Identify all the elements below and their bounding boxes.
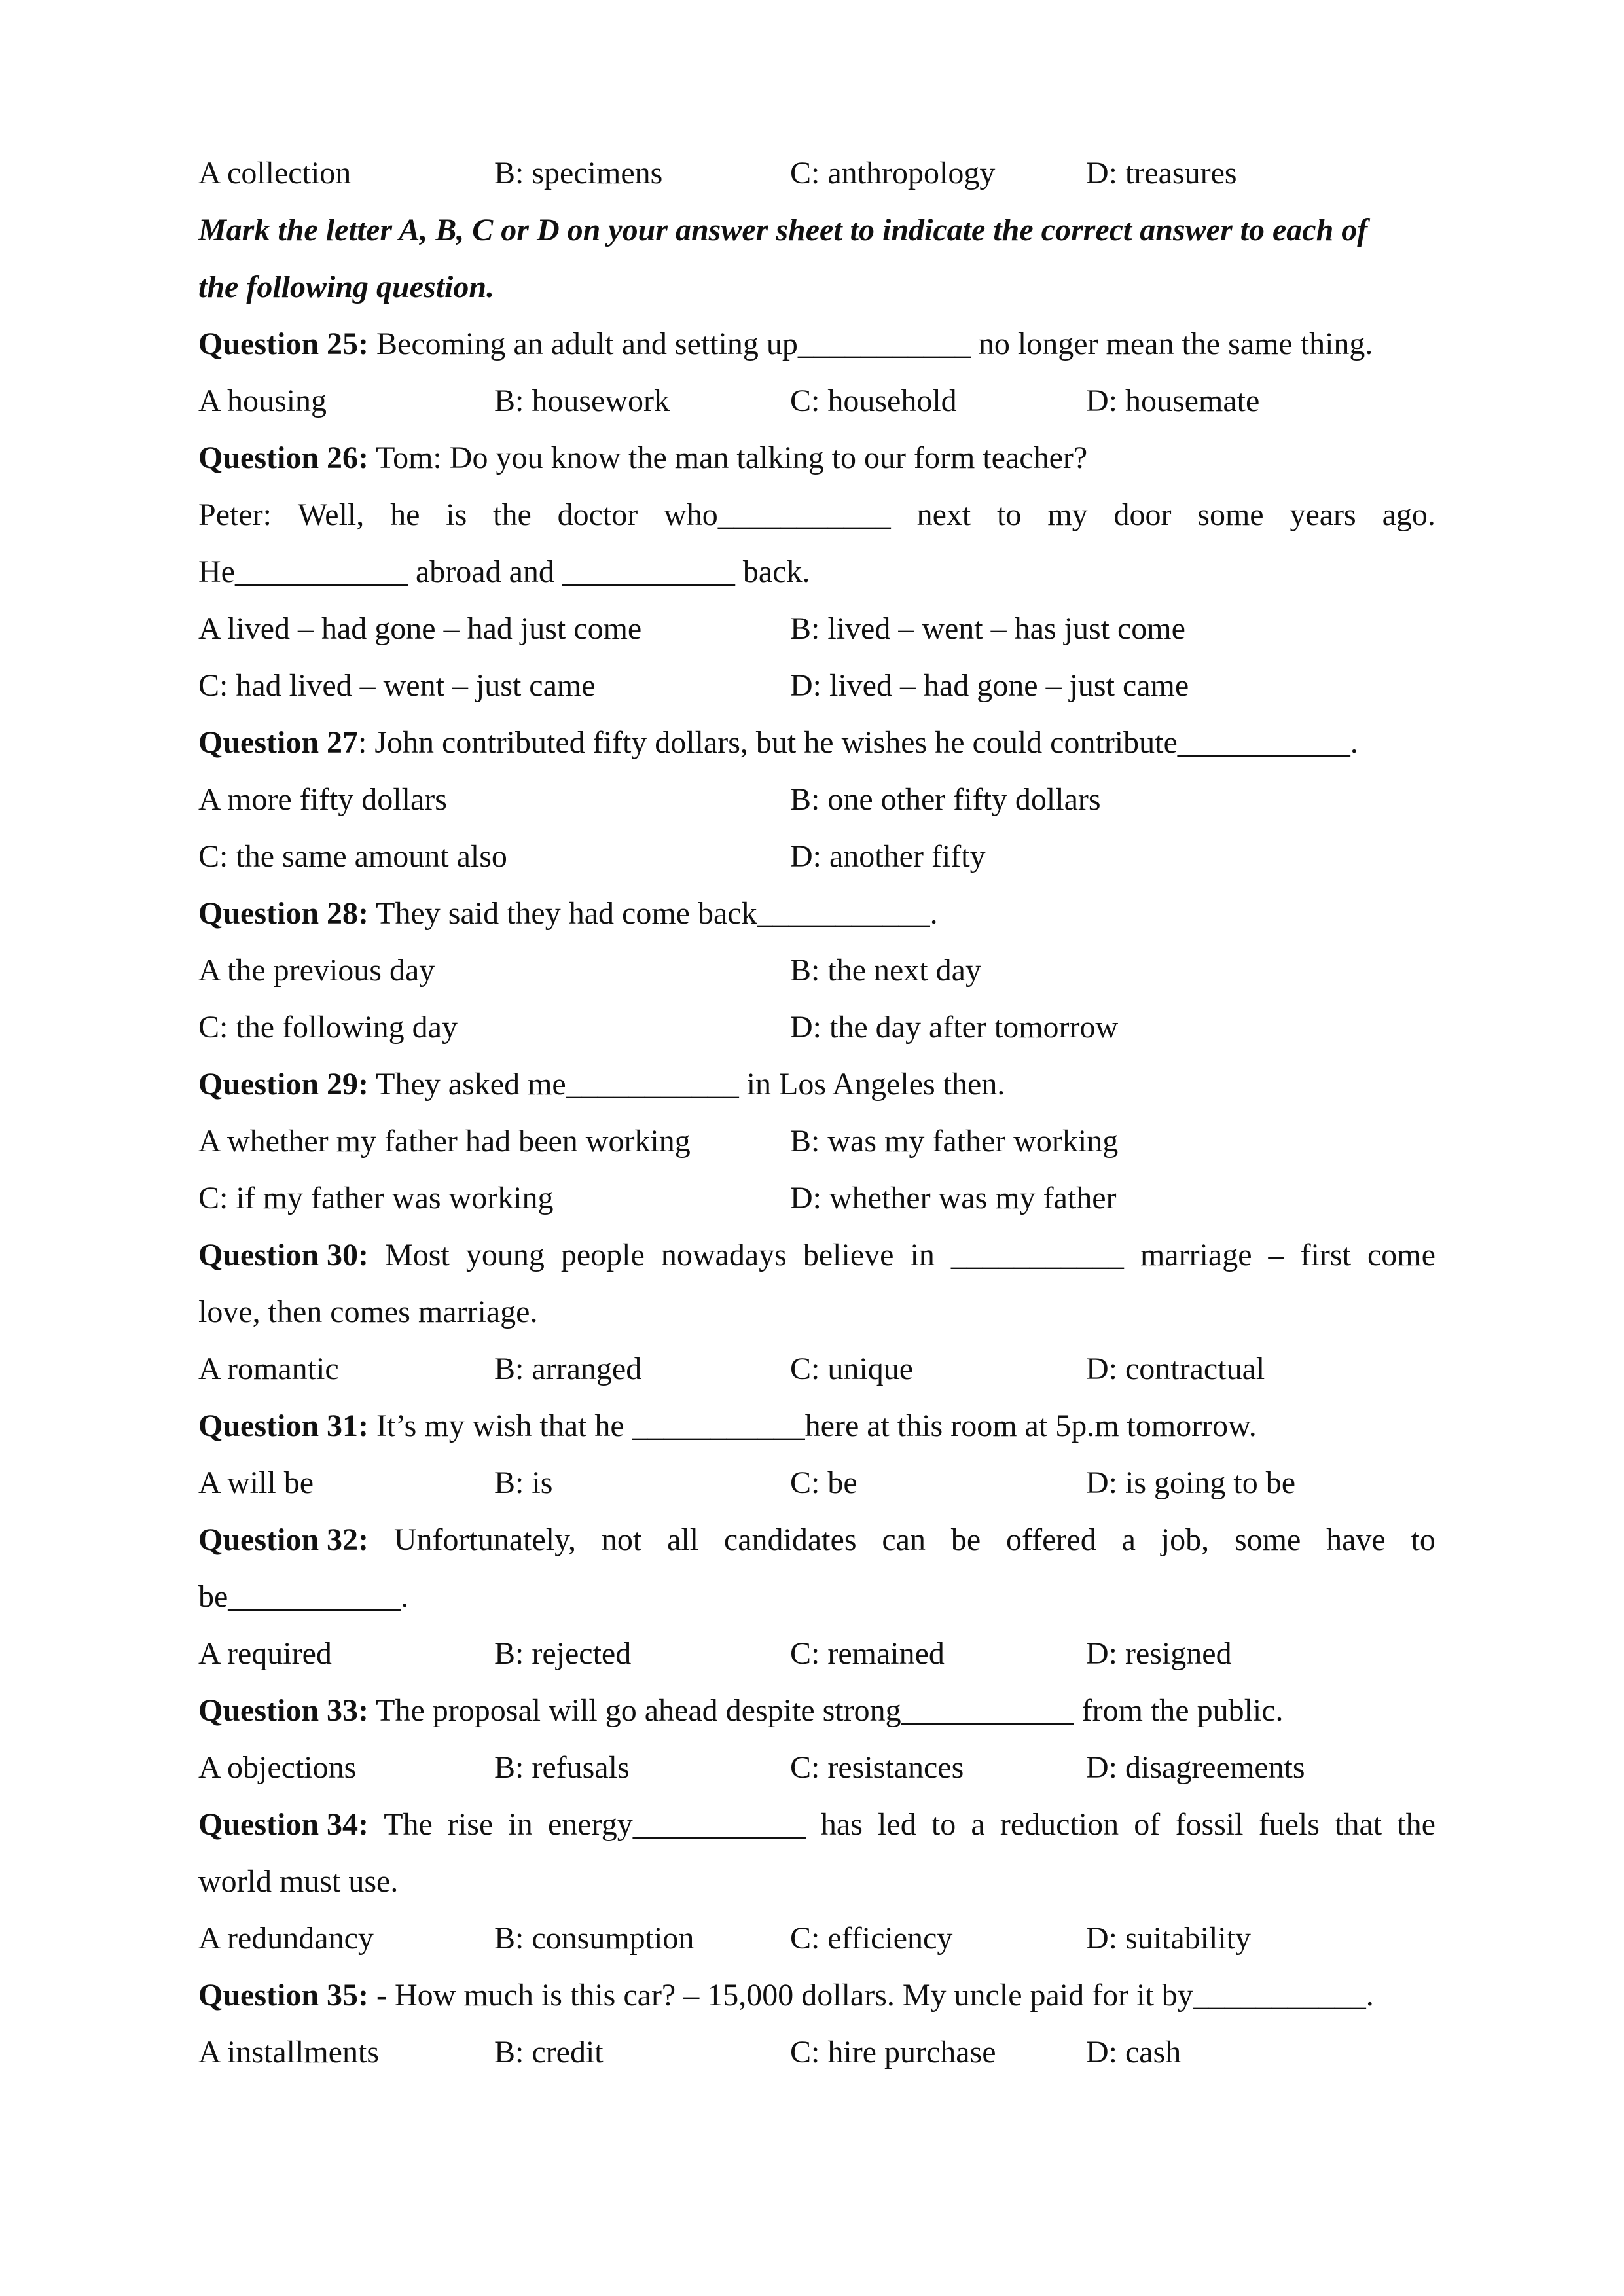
q30-word: believe — [803, 1238, 894, 1272]
q30-word: come — [1367, 1238, 1435, 1272]
q34-word: led — [878, 1807, 916, 1842]
q31-option-c: C: be — [790, 1465, 857, 1500]
q26-word: some — [1197, 497, 1264, 532]
q32-option-b: B: rejected — [494, 1636, 632, 1671]
q28-label: Question 28: — [198, 896, 369, 931]
q26-word: next — [916, 497, 971, 532]
q34-option-a: A redundancy — [198, 1921, 374, 1956]
q25-text: Becoming an adult and setting up___________ no longer mean the same thing. — [369, 327, 1373, 361]
q35-stem — [198, 1976, 1435, 2015]
q34-word: of — [1134, 1807, 1161, 1842]
q30-word: people — [560, 1238, 645, 1272]
q32-stem — [198, 1520, 1435, 1560]
q32-word: not — [601, 1522, 642, 1557]
q26-word: he — [390, 497, 420, 532]
q26-word: to — [997, 497, 1022, 532]
q34-line-2: world must use. — [198, 1864, 399, 1899]
q26-text: Tom: Do you know the man talking to our form teacher? — [369, 440, 1088, 475]
q34-word: rise — [447, 1807, 494, 1842]
q25-option-b: B: housework — [494, 384, 670, 418]
q34-word: reduction — [1000, 1807, 1119, 1842]
instruction-line-2: the following question. — [198, 270, 495, 304]
q24-option-c: C: anthropology — [790, 156, 996, 190]
q26-option-b: B: lived – went – has just come — [790, 611, 1185, 646]
q33-stem — [198, 1691, 1435, 1731]
q32-word: can — [882, 1522, 926, 1557]
q33-text: The proposal will go ahead despite strong___________ from the public. — [369, 1693, 1284, 1728]
q34-word: the — [1397, 1807, 1435, 1842]
q27-label: Question 27 — [198, 725, 359, 760]
q34-option-c: C: efficiency — [790, 1921, 953, 1956]
q34-word: fossil — [1175, 1807, 1244, 1842]
q31-label: Question 31: — [198, 1408, 369, 1443]
q30-word: Most — [385, 1238, 450, 1272]
q30-option-a: A romantic — [198, 1352, 339, 1386]
q34-option-b: B: consumption — [494, 1921, 695, 1956]
q30-option-c: C: unique — [790, 1352, 913, 1386]
q29-option-a: A whether my father had been working — [198, 1124, 691, 1158]
q24-option-a: A collection — [198, 156, 352, 190]
q30-option-d: D: contractual — [1086, 1352, 1265, 1386]
q29-stem — [198, 1065, 1435, 1104]
q26-word: Well, — [297, 497, 365, 532]
q33-option-c: C: resistances — [790, 1750, 964, 1785]
q32-word: to — [1411, 1522, 1435, 1557]
q31-option-a: A will be — [198, 1465, 314, 1500]
q32-word: some — [1234, 1522, 1301, 1557]
q29-text: They asked me___________ in Los Angeles then. — [369, 1067, 1005, 1102]
q28-text: They said they had come back___________. — [369, 896, 938, 931]
q29-option-d: D: whether was my father — [790, 1181, 1117, 1215]
q26-stem — [198, 439, 1435, 478]
q32-option-d: D: resigned — [1086, 1636, 1232, 1671]
q30-word: nowadays — [660, 1238, 787, 1272]
q26-word: who___________ — [664, 497, 891, 532]
q28-stem — [198, 894, 1435, 933]
q34-word: in — [508, 1807, 533, 1842]
q30-line-2: love, then comes marriage. — [198, 1295, 538, 1329]
q33-option-a: A objections — [198, 1750, 357, 1785]
q30-option-b: B: arranged — [494, 1352, 642, 1386]
q35-option-a: A installments — [198, 2035, 379, 2070]
q35-option-c: C: hire purchase — [790, 2035, 996, 2070]
q25-stem — [198, 325, 1435, 364]
q32-word: all — [667, 1522, 699, 1557]
q35-label: Question 35: — [198, 1978, 369, 2013]
q32-word: Unfortunately, — [393, 1522, 577, 1557]
q31-option-d: D: is going to be — [1086, 1465, 1295, 1500]
q28-option-d: D: the day after tomorrow — [790, 1010, 1119, 1045]
q32-word: offered — [1006, 1522, 1096, 1557]
q26-option-d: D: lived – had gone – just came — [790, 668, 1189, 703]
q35-text: - How much is this car? – 15,000 dollars. My uncle paid for it by___________. — [369, 1978, 1374, 2013]
q26-peter-line — [198, 495, 1435, 535]
q34-label: Question 34: — [198, 1807, 369, 1842]
q24-option-b: B: specimens — [494, 156, 663, 190]
q30-word: in — [910, 1238, 935, 1272]
q34-option-d: D: suitability — [1086, 1921, 1251, 1956]
q30-label: Question 30: — [198, 1238, 369, 1272]
q29-option-b: B: was my father working — [790, 1124, 1119, 1158]
q27-option-c: C: the same amount also — [198, 839, 507, 874]
q26-word: Peter: — [198, 497, 272, 532]
q26-word: ago. — [1382, 497, 1435, 532]
q30-word: marriage — [1140, 1238, 1252, 1272]
q26-option-c: C: had lived – went – just came — [198, 668, 596, 703]
q32-word: be — [950, 1522, 981, 1557]
q32-label: Question 32: — [198, 1522, 369, 1557]
q30-stem — [198, 1236, 1435, 1275]
q34-word: fuels — [1258, 1807, 1320, 1842]
q34-word: that — [1335, 1807, 1382, 1842]
q26-word: years — [1290, 497, 1356, 532]
q30-word: first — [1300, 1238, 1351, 1272]
q27-option-b: B: one other fifty dollars — [790, 782, 1101, 817]
q35-option-d: D: cash — [1086, 2035, 1182, 2070]
q30-word: – — [1268, 1238, 1284, 1272]
q26-label: Question 26: — [198, 440, 369, 475]
q34-word: The — [384, 1807, 433, 1842]
q34-word: to — [931, 1807, 956, 1842]
q26-option-a: A lived – had gone – had just come — [198, 611, 642, 646]
q26-word: is — [446, 497, 467, 532]
q34-word: a — [971, 1807, 985, 1842]
q25-option-a: A housing — [198, 384, 327, 418]
q27-text: : John contributed fifty dollars, but he wishes he could contribute___________. — [358, 725, 1358, 760]
q32-option-a: A required — [198, 1636, 332, 1671]
q29-option-c: C: if my father was working — [198, 1181, 554, 1215]
instruction-line-1: Mark the letter A, B, C or D on your answer sheet to indicate the correct answer to each of — [198, 213, 1368, 247]
q33-option-b: B: refusals — [494, 1750, 630, 1785]
q33-label: Question 33: — [198, 1693, 369, 1728]
q27-option-a: A more fifty dollars — [198, 782, 447, 817]
q24-option-d: D: treasures — [1086, 156, 1237, 190]
q28-option-c: C: the following day — [198, 1010, 458, 1045]
q35-option-b: B: credit — [494, 2035, 604, 2070]
q34-word: has — [820, 1807, 863, 1842]
q31-stem — [198, 1407, 1435, 1446]
q32-word: job, — [1161, 1522, 1210, 1557]
q31-text: It’s my wish that he ___________here at this room at 5p.m tomorrow. — [369, 1408, 1257, 1443]
q26-word: door — [1113, 497, 1172, 532]
q25-option-c: C: household — [790, 384, 957, 418]
q27-stem — [198, 723, 1435, 762]
q32-word: candidates — [723, 1522, 857, 1557]
q33-option-d: D: disagreements — [1086, 1750, 1305, 1785]
q26-line-3: He___________ abroad and ___________ back. — [198, 554, 810, 589]
q27-option-d: D: another fifty — [790, 839, 986, 874]
q30-word: young — [465, 1238, 545, 1272]
q29-label: Question 29: — [198, 1067, 369, 1102]
q32-line-2: be___________. — [198, 1579, 409, 1614]
q25-label: Question 25: — [198, 327, 369, 361]
q26-word: doctor — [557, 497, 638, 532]
q32-word: have — [1326, 1522, 1386, 1557]
q34-word: energy___________ — [547, 1807, 806, 1842]
q26-word: my — [1047, 497, 1088, 532]
q34-stem — [198, 1805, 1435, 1844]
q30-word: ___________ — [950, 1238, 1124, 1272]
q28-option-b: B: the next day — [790, 953, 981, 988]
q26-word: the — [493, 497, 532, 532]
q31-option-b: B: is — [494, 1465, 553, 1500]
q32-word: a — [1121, 1522, 1136, 1557]
q32-option-c: C: remained — [790, 1636, 945, 1671]
q25-option-d: D: housemate — [1086, 384, 1260, 418]
q28-option-a: A the previous day — [198, 953, 435, 988]
